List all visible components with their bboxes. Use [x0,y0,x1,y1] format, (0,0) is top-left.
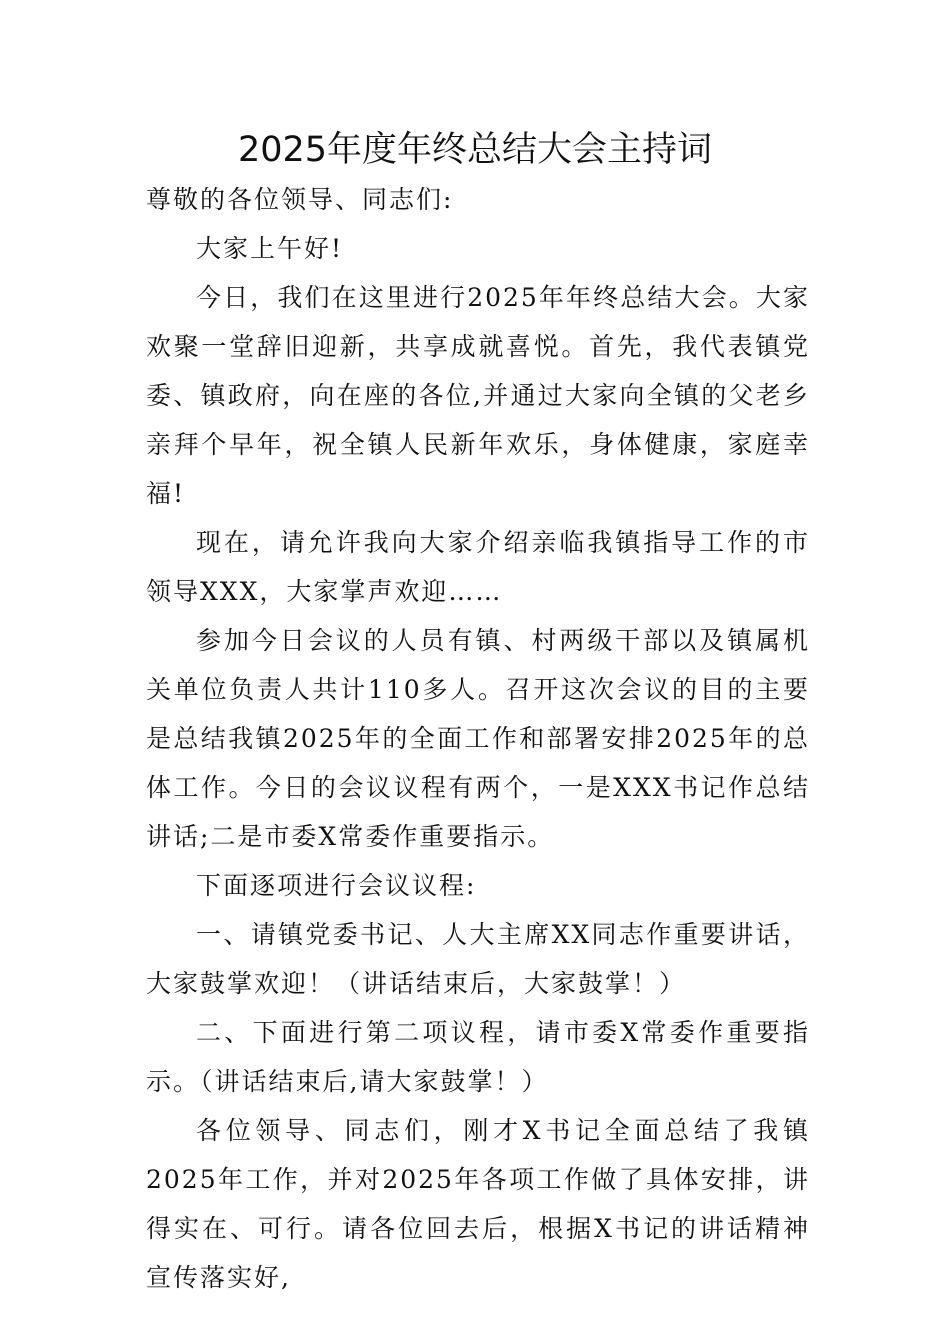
attendance-paragraph: 参加今日会议的人员有镇、村两级干部以及镇属机关单位负责人共计110多人。召开这次会议的目的主要是总结我镇2025年的全面工作和部署安排2025年的总体工作。今日的会议议程有两个，一是XXX书记作总结讲话;二是市委X常委作重要指示。 [146,626,810,851]
greeting-paragraph: 大家上午好! [196,234,344,263]
document-title: 2025年度年终总结大会主持词 [237,130,713,170]
agenda-item-one: 一、请镇党委书记、人大主席XX同志作重要讲话，大家鼓掌欢迎！（讲话结束后，大家鼓掌！） [146,920,810,998]
document-body [146,175,810,1302]
introduction-paragraph: 现在，请允许我向大家介绍亲临我镇指导工作的市领导XXX，大家掌声欢迎…… [146,528,810,606]
closing-paragraph: 各位领导、同志们，刚才X书记全面总结了我镇2025年工作，并对2025年各项工作做了具体安排，讲得实在、可行。请各位回去后，根据X书记的讲话精神宣传落实好, [146,1116,810,1292]
opening-paragraph: 今日，我们在这里进行2025年年终总结大会。大家欢聚一堂辞旧迎新，共享成就喜悦。首先，我代表镇党委、镇政府，向在座的各位,并通过大家向全镇的父老乡亲拜个早年，祝全镇人民新年欢乐，身体健康，家庭幸福! [146,283,810,508]
salutation: 尊敬的各位领导、同志们: [146,185,454,214]
agenda-item-two: 二、下面进行第二项议程，请市委X常委作重要指示。（讲话结束后,请大家鼓掌！） [146,1018,810,1096]
agenda-intro-paragraph: 下面逐项进行会议议程: [196,871,477,900]
